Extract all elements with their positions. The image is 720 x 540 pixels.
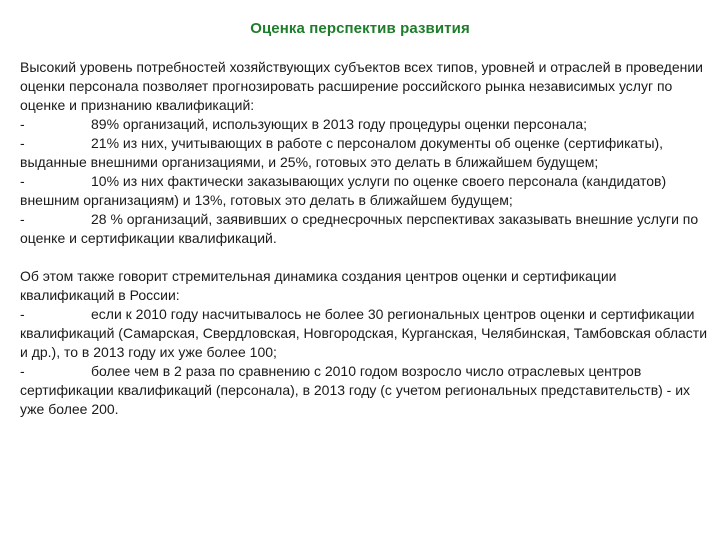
bullet-dash: - [20, 363, 25, 379]
bullet-item [20, 134, 708, 172]
paragraph-1-intro: Высокий уровень потребностей хозяйствующих субъектов всех типов, уровней и отраслей в проведении оценки персонала позволяет прогнозировать расширение российского рынка независимых услуг по оценке и признанию квалификаций: [20, 59, 703, 113]
bullet-item [20, 210, 708, 248]
slide-title: Оценка перспектив развития [250, 20, 470, 37]
bullet-text: более чем в 2 раза по сравнению с 2010 годом возросло число отраслевых центров сертификации квалификаций (персонала), в 2013 году (с учетом региональных представительств) - их уже более 200. [20, 363, 691, 417]
bullet-dash: - [20, 306, 25, 322]
bullet-text: если к 2010 году насчитывалось не более 30 региональных центров оценки и сертификации квалификаций (Самарская, Свердловская, Новгородская, Курганская, Челябинская, Тамбовская области и др.), то в 2013 году их уже более 100; [20, 306, 708, 360]
bullet-item [20, 115, 708, 134]
bullet-item [20, 305, 708, 362]
paragraph-spacer [20, 248, 708, 267]
bullet-dash: - [20, 116, 25, 132]
bullet-text: 28 % организаций, заявивших о среднесрочных перспективах заказывать внешние услуги по оценке и сертификации квалификаций. [20, 211, 699, 246]
bullet-dash: - [20, 211, 25, 227]
bullet-item [20, 362, 708, 419]
bullet-dash: - [20, 173, 25, 189]
bullet-dash: - [20, 135, 25, 151]
bullet-text: 89% организаций, использующих в 2013 году процедуры оценки персонала; [91, 116, 587, 132]
bullet-text: 10% из них фактически заказывающих услуги по оценке своего персонала (кандидатов) внешним организациям) и 13%, готовых это делать в ближайшем будущем; [20, 173, 667, 208]
paragraph-2-intro: Об этом также говорит стремительная динамика создания центров оценки и сертификации квалификаций в России: [20, 268, 617, 303]
bullet-text: 21% из них, учитывающих в работе с персоналом документы об оценке (сертификаты), выданные внешними организациями, и 25%, готовых это делать в ближайшем будущем; [20, 135, 664, 170]
bullet-item [20, 172, 708, 210]
slide-body [20, 58, 708, 419]
